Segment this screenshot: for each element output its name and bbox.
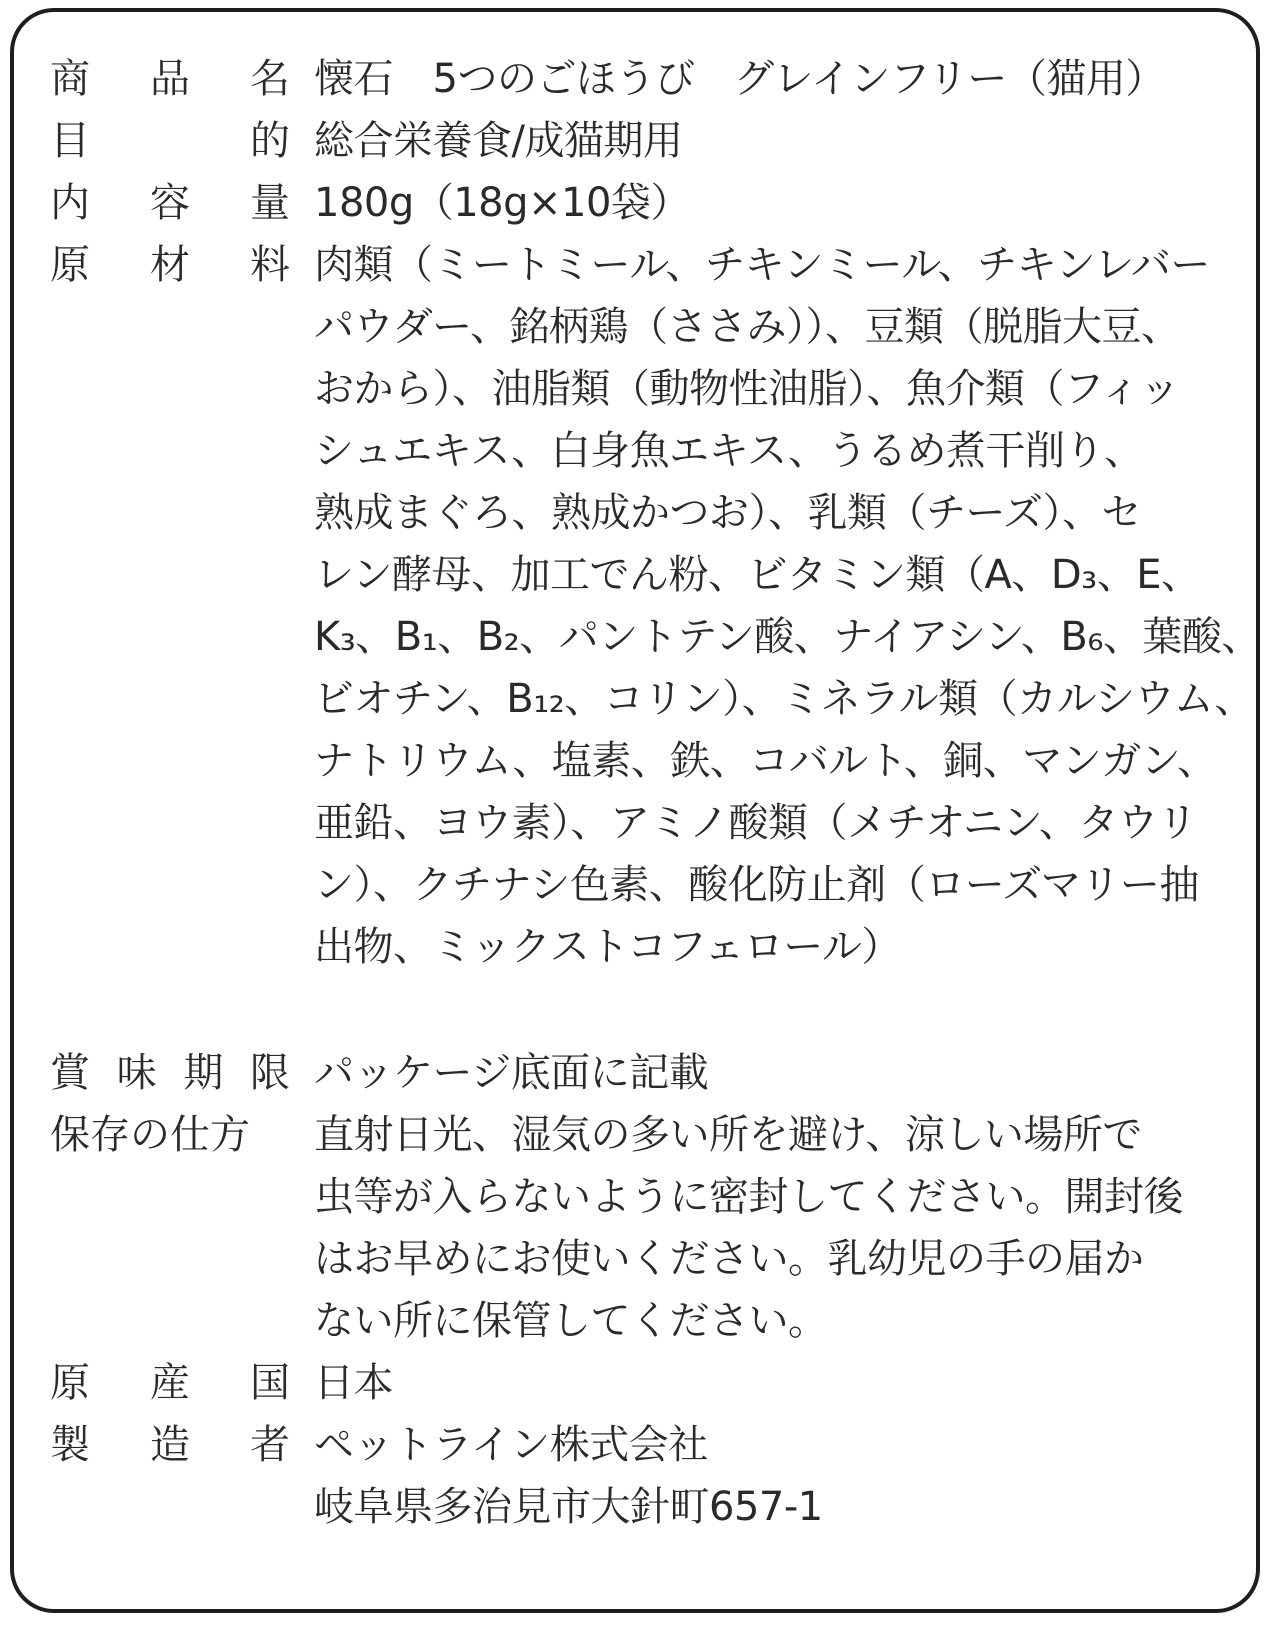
row-best-before	[50, 1042, 1230, 1104]
key-char: 原	[50, 242, 90, 288]
key-char: 商	[50, 56, 90, 102]
value-line: パッケージ底面に記載	[314, 1050, 709, 1096]
value-line: ない所に保管してください。	[314, 1298, 828, 1344]
value-line: シュエキス、白身魚エキス、うるめ煮干削り、	[314, 428, 1144, 474]
row-purpose	[50, 110, 1230, 172]
value-line: パウダー、銘柄鶏（ささみ））、豆類（脱脂大豆、	[314, 304, 1181, 350]
key-ingredients	[50, 234, 290, 296]
key-char: 賞	[50, 1050, 90, 1096]
value-line: はお早めにお使いください。乳幼児の手の届か	[314, 1236, 1144, 1282]
value-manufacturer	[314, 1414, 1234, 1538]
key-char: 名	[250, 56, 290, 102]
key-char: 産	[150, 1360, 190, 1406]
row-ingredients	[50, 234, 1261, 978]
key-product-name	[50, 48, 290, 110]
value-line: ビオチン、B₁₂、コリン）、ミネラル類（カルシウム、	[314, 676, 1254, 722]
value-line: 岐阜県多治見市大針町657-1	[314, 1484, 823, 1530]
value-line: レン酵母、加工でん粉、ビタミン類（A、D₃、E、	[314, 552, 1201, 598]
key-char: 原	[50, 1360, 90, 1406]
key-char: 的	[250, 118, 290, 164]
value-storage	[314, 1104, 1234, 1352]
value-product-name	[314, 48, 1234, 110]
value-line: 日本	[314, 1360, 393, 1406]
value-contents	[314, 172, 1234, 234]
key-purpose	[50, 110, 290, 172]
value-line: 虫等が入らないように密封してください。開封後	[314, 1174, 1183, 1220]
value-line: 180g（18g×10袋）	[314, 180, 690, 226]
key-origin	[50, 1352, 290, 1414]
key-char: 容	[150, 180, 190, 226]
key-contents	[50, 172, 290, 234]
key-char: 量	[250, 180, 290, 226]
key-char: 材	[150, 242, 190, 288]
key-char: 保存の仕方	[50, 1112, 250, 1158]
key-char: 目	[50, 118, 90, 164]
value-purpose	[314, 110, 1234, 172]
value-line: ン）、クチナシ色素、酸化防止剤（ローズマリー抽	[314, 862, 1199, 908]
value-line: ナトリウム、塩素、鉄、コバルト、銅、マンガン、	[314, 738, 1217, 784]
value-line: 出物、ミックストコフェロール）	[314, 924, 901, 970]
value-line: おから）、油脂類（動物性油脂）、魚介類（フィッ	[314, 366, 1180, 412]
value-line: 肉類（ミートミール、チキンミール、チキンレバー	[314, 242, 1210, 288]
value-line: 直射日光、湿気の多い所を避け、涼しい場所で	[314, 1112, 1142, 1158]
key-char: 料	[250, 242, 290, 288]
value-line: ペットライン株式会社	[314, 1422, 708, 1468]
row-origin	[50, 1352, 1230, 1414]
row-storage	[50, 1104, 1230, 1352]
section-gap	[50, 978, 1230, 1042]
value-line: 亜鉛、ヨウ素）、アミノ酸類（メチオニン、タウリ	[314, 800, 1197, 846]
value-origin	[314, 1352, 1234, 1414]
key-char: 製	[50, 1422, 90, 1468]
key-char: 品	[150, 56, 190, 102]
value-line: 総合栄養食/成猫期用	[314, 118, 683, 164]
key-best-before	[50, 1042, 290, 1104]
key-char: 者	[250, 1422, 290, 1468]
row-contents	[50, 172, 1230, 234]
value-line: 懐石 5つのごほうび グレインフリー（猫用）	[314, 56, 1165, 102]
key-char: 内	[50, 180, 90, 226]
key-char: 味	[116, 1050, 157, 1096]
key-char: 限	[249, 1050, 290, 1096]
key-char: 造	[150, 1422, 190, 1468]
label-entries	[50, 48, 1261, 1538]
value-best-before	[314, 1042, 1234, 1104]
key-char: 期	[183, 1050, 224, 1096]
key-storage	[50, 1104, 290, 1166]
key-char: 国	[250, 1360, 290, 1406]
label-card	[10, 8, 1260, 1613]
row-manufacturer	[50, 1414, 1230, 1538]
value-line: 熟成まぐろ、熟成かつお）、乳類（チーズ）、セ	[314, 490, 1141, 536]
row-product-name	[50, 48, 1230, 110]
key-manufacturer	[50, 1414, 290, 1476]
value-line: K₃、B₁、B₂、パントテン酸、ナイアシン、B₆、葉酸、	[314, 614, 1261, 660]
value-ingredients	[314, 234, 1261, 978]
